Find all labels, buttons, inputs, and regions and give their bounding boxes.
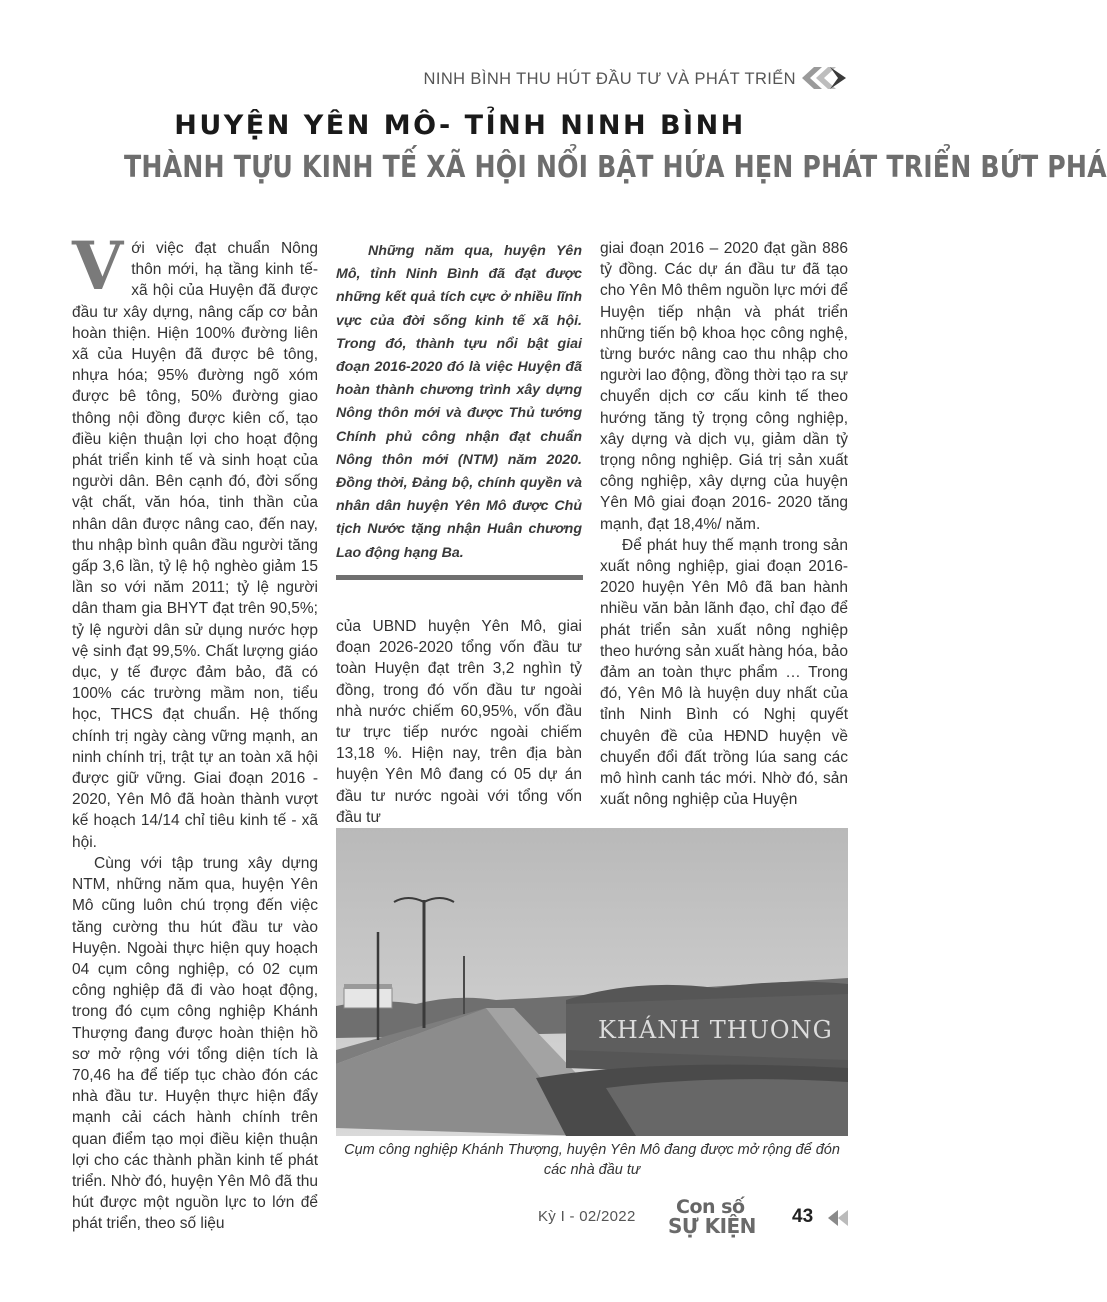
page-number: 43 — [792, 1206, 814, 1227]
body-paragraph-2: Cùng với tập trung xây dựng NTM, những năm qua, huyện Yên Mô cũng luôn chú trọng đến việc tăng cường thu hút đầu tư vào Huyện. Ngoài thực hiện quy hoạch 04 cụm công nghiệp, có 02 cụm công nghiệp đã đi vào hoạt động, trong đó cụm công nghiệp Khánh Thượng đang được hoàn thiện hồ sơ mở rộng với tổng diện tích là 70,46 ha để tiếp tục chào đón các nhà đầu tư. Huyện thực hiện đẩy mạnh cải cách hành chính trên quan điểm tạo mọi điều kiện thuận lợi cho các thành phần kinh tế phát triển. Nhờ đó, huyện Yên Mô đã thu hút được một nguồn lực to lớn để phát triển, theo số liệu — [72, 854, 318, 1233]
article-title: HUYỆN YÊN MÔ- TỈNH NINH BÌNH — [174, 110, 746, 141]
magazine-logo-top: Con số — [676, 1196, 745, 1218]
photo-sign-text: KHÁNH THUONG — [598, 1016, 833, 1044]
intro-lead: Những năm qua, huyện Yên Mô, tỉnh Ninh Bình đã đạt được những kết quả tích cực ở nhiều lĩnh vực của đời sống kinh tế xã hội. Trong đó, thành tựu nổi bật giai đoạn 2016-2020 đó là việc Huyện đã hoàn thành chương trình xây dựng Nông thôn mới và được Thủ tướng Chính phủ công nhận đạt chuẩn Nông thôn mới (NTM) năm 2020. Đồng thời, Đảng bộ, chính quyền và nhân dân huyện Yên Mô được Chủ tịch Nước tặng nhận Huân chương Lao động hạng Ba. — [336, 243, 582, 561]
article-column-1 — [72, 227, 318, 1233]
photo-caption: Cụm công nghiệp Khánh Thượng, huyện Yên Mô đang được mở rộng để đón các nhà đầu tư — [344, 1142, 840, 1178]
body-paragraph-4: giai đoạn 2016 – 2020 đạt gần 886 tỷ đồng. Các dự án đầu tư đã tạo cho Yên Mô thêm nguồn lực mới để Huyện tiếp nhận và phát triển những tiến bộ khoa học công nghệ, từng bước nâng cao thu nhập cho người lao động, đồng thời tạo ra sự chuyển dịch cơ cấu kinh tế theo hướng tăng tỷ trọng công nghiệp, xây dựng và dịch vụ, giảm dần tỷ trọng nông nghiệp. Giá trị sản xuất công nghiệp, xây dựng của huyện Yên Mô giai đoạn 2016- 2020 tăng mạnh, đạt 18,4%/ năm. — [600, 240, 848, 533]
magazine-logo-bottom: SỰ KIỆN — [668, 1214, 756, 1238]
article-photo — [336, 828, 848, 1136]
intro-divider — [336, 575, 583, 580]
article-column-2 — [336, 616, 582, 834]
body-paragraph-1: Với việc đạt chuẩn Nông thôn mới, hạ tầng kinh tế-xã hội của Huyện đã được đầu tư xây dựng, nâng cấp cơ bản hoàn thiện. Hiện 100% đường liên xã của Huyện đã được bê tông, nhựa hóa; 95% đường ngõ xóm được bê tông, 50% đường giao thông nội đồng được kiên cố, tạo điều kiện thuận lợi cho hoạt động phát triển kinh tế và sinh hoạt của người dân. Bên cạnh đó, đời sống vật chất, văn hóa, tinh thần của nhân dân được nâng cao, đến nay, thu nhập bình quân đầu người tăng gấp 3,6 lần, tỷ lệ hộ nghèo giảm 15 lần so với năm 2011; tỷ lệ người dân tham gia BHYT đạt trên 90,5%; tỷ lệ người dân sử dụng nước hợp vệ sinh đạt 99,5%. Chất lượng giáo dục, y tế được đảm bảo, đã có 100% các trường mầm non, tiểu học, THCS đạt chuẩn. Hệ thống chính trị ngày càng vững mạnh, an ninh chính trị, trật tự an toàn xã hội được giữ vững. Giai đoạn 2016 - 2020, Yên Mô đã hoàn thành vượt kế hoạch 14/14 chỉ tiêu kinh tế - xã hội. — [72, 227, 318, 851]
article-subtitle: THÀNH TỰU KINH TẾ XÃ HỘI NỔI BẬT HỨA HẸN PHÁT TRIỂN BỨT PHÁ — [124, 150, 1107, 185]
issue-label: Kỳ I - 02/2022 — [538, 1208, 636, 1225]
header-kicker: NINH BÌNH THU HÚT ĐẦU TƯ VÀ PHÁT TRIỂN — [423, 70, 796, 88]
double-chevron-left-icon — [826, 1209, 852, 1227]
body-paragraph-3: của UBND huyện Yên Mô, giai đoạn 2026-2020 tổng vốn đầu tư toàn Huyện đạt trên 3,2 nghìn tỷ đồng, trong đó vốn đầu tư ngoài nhà nước chiếm 60,95%, vốn đầu tư trực tiếp nước ngoài chiếm 13,18 %. Hiện nay, trên địa bàn huyện Yên Mô đang có 05 dự án đầu tư nước ngoài với tổng vốn đầu tư — [336, 618, 582, 826]
body-paragraph-5: Để phát huy thế mạnh trong sản xuất nông nghiệp, giai đoạn 2016- 2020 huyện Yên Mô đã ban hành nhiều văn bản lãnh đạo, chỉ đạo để phát triển sản xuất nông nghiệp theo hướng sản xuất hàng hóa, bảo đảm an toàn thực phẩm … Trong đó, Yên Mô là huyện duy nhất của tỉnh Ninh Bình có Nghị quyết chuyên đề của HĐND huyện về chuyển đổi đất trồng lúa sang các mô hình canh tác mới. Nhờ đó, sản xuất nông nghiệp của Huyện — [600, 536, 848, 809]
article-column-3 — [600, 238, 848, 834]
drop-cap: V — [72, 227, 124, 305]
double-chevron-icon — [800, 64, 848, 92]
